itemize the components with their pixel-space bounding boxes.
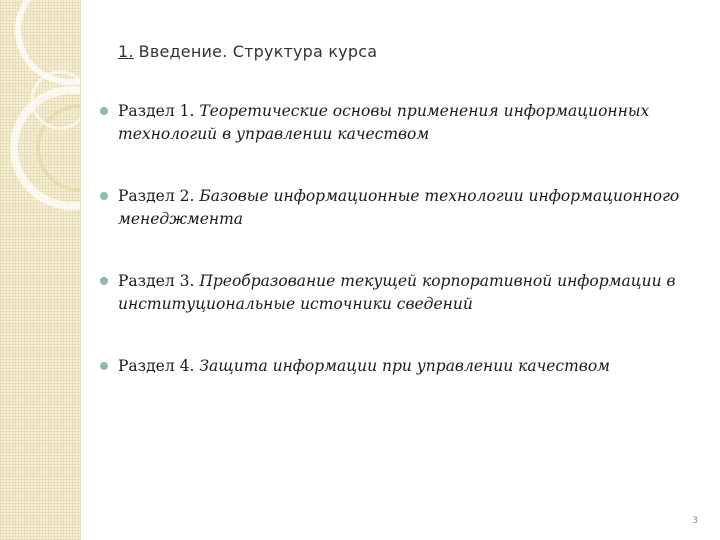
bullet-icon [100, 107, 108, 115]
bullet-icon [100, 277, 108, 285]
page-number: 3 [692, 516, 698, 526]
section-label: Раздел 1. [118, 102, 195, 120]
decorative-circles-icon [0, 0, 80, 540]
list-item [100, 355, 700, 378]
section-list [100, 100, 700, 378]
bullet-icon [100, 192, 108, 200]
band-divider [80, 0, 81, 540]
slide-title [118, 42, 377, 61]
decorative-side-band [0, 0, 80, 540]
title-text: Введение. Структура курса [138, 42, 378, 61]
section-label: Раздел 3. [118, 272, 195, 290]
section-text: Преобразование текущей корпоративной информации в институциональные источники сведений [118, 272, 676, 313]
section-text: Базовые информационные технологии информационного менеджмента [118, 187, 680, 228]
section-label: Раздел 4. [118, 357, 195, 375]
list-item [100, 100, 700, 146]
section-label: Раздел 2. [118, 187, 195, 205]
section-text: Защита информации при управлении качеством [199, 357, 610, 375]
bullet-icon [100, 362, 108, 370]
title-number: 1. [118, 42, 134, 61]
section-text: Теоретические основы применения информационных технологий в управлении качеством [118, 102, 650, 143]
list-item [100, 185, 700, 231]
list-item [100, 270, 700, 316]
